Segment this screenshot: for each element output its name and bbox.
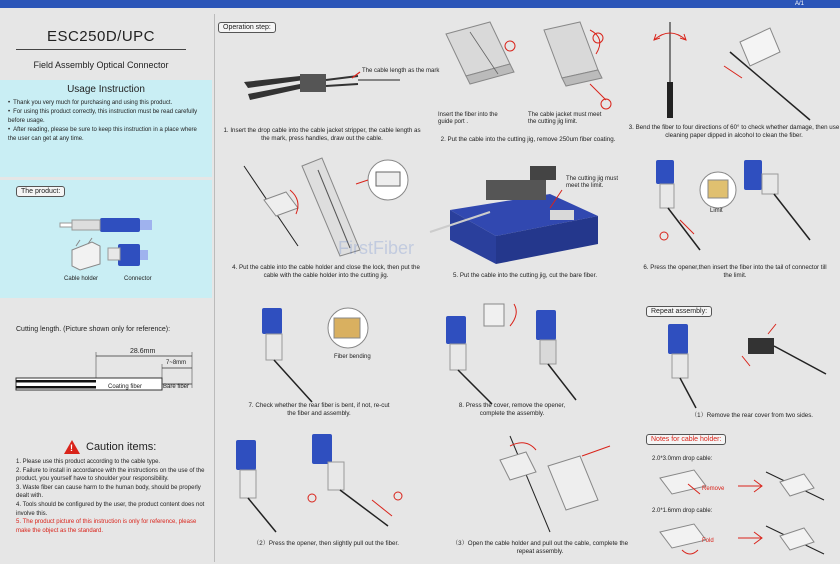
usage-heading: Usage Instruction bbox=[67, 84, 145, 95]
caution-item: 4. Tools should be configured by the user, the product content does not involve this. bbox=[16, 501, 205, 517]
press-opener-illustration bbox=[222, 426, 422, 536]
remove-holder-illustration bbox=[654, 464, 834, 506]
note-cable-16: 2.0*1.6mm drop cable: bbox=[652, 508, 713, 514]
step6-note: Limit bbox=[710, 208, 723, 214]
remove-rear-cover-illustration bbox=[650, 322, 830, 412]
step2-note-a: Insert the fiber into the guide port . bbox=[438, 112, 498, 125]
caution-item-warning: 5. The product picture of this instruction is only for reference, please make the object as the standard. bbox=[16, 519, 197, 534]
repeat-heading: Repeat assembly: bbox=[646, 306, 712, 317]
step2-note-b: The cable jacket must meet the cutting jig limit. bbox=[528, 112, 602, 125]
step8-caption: 8. Press the cover, remove the opener, complete the assembly. bbox=[458, 402, 566, 417]
operation-heading: Operation step: bbox=[218, 22, 276, 33]
press-cover-illustration bbox=[440, 296, 590, 406]
repeat-step2-caption: （2）Press the opener, then slightly pull out the fiber. bbox=[253, 540, 399, 547]
watermark: FirstFiber bbox=[338, 238, 414, 258]
caution-item: 3. Waste fiber can cause harm to the human body, should be properly dealt with. bbox=[16, 484, 201, 500]
top-bar bbox=[0, 0, 840, 8]
usage-item: • After reading, please be sure to keep this instruction in a place where the user can get at any time. bbox=[8, 126, 204, 144]
bend-fiber-illustration bbox=[640, 22, 830, 122]
usage-panel bbox=[0, 80, 212, 177]
cutting-heading: Cutting length. (Picture shown only for reference): bbox=[16, 326, 171, 333]
product-panel bbox=[0, 180, 212, 298]
step4-caption: 4. Put the cable into the cable holder and close the lock, then put the cable with the cable holder into the cutting jig. bbox=[232, 264, 420, 279]
usage-item: • For using this product correctly, this instruction must be read carefully before usage. bbox=[8, 108, 204, 126]
usage-item: • Thank you very much for purchasing and using this product. bbox=[8, 99, 204, 108]
caution-title: Caution items: bbox=[86, 441, 157, 453]
step5-note: The cutting jig must meet the limit. bbox=[566, 176, 619, 189]
column-divider bbox=[214, 14, 215, 562]
cable-holder-label: Cable holder bbox=[64, 276, 99, 282]
caution-list bbox=[16, 458, 212, 535]
coating-fiber-label: Coating fiber bbox=[108, 384, 143, 390]
note-cable-30: 2.0*3.0mm drop cable: bbox=[652, 456, 713, 462]
caution-item: 1. Please use this product according to the cable type. bbox=[16, 459, 161, 465]
step2-caption: 2. Put the cable into the cutting jig, remove 250um fiber coating. bbox=[440, 136, 616, 143]
cutting-jig-illustration bbox=[440, 14, 620, 114]
product-illustration bbox=[0, 180, 212, 298]
fold-holder-illustration bbox=[654, 516, 834, 560]
document-subtitle: Field Assembly Optical Connector bbox=[33, 60, 169, 70]
step1-caption: 1. Insert the drop cable into the cable jacket stripper, the cable length as the mark, press handles, draw out the cable. bbox=[223, 127, 421, 142]
step7-note: Fiber bending bbox=[334, 354, 371, 360]
repeat-step3-caption: （3）Open the cable holder and pull out the cable, complete the repeat assembly. bbox=[451, 540, 629, 555]
step7-caption: 7. Check whether the rear fiber is bent, if not, re-cut the fiber and assembly. bbox=[248, 402, 390, 417]
notes-heading: Notes for cable holder: bbox=[646, 434, 726, 445]
cutting-diagram bbox=[12, 346, 212, 406]
open-cable-holder-illustration bbox=[470, 436, 620, 536]
page-number: A/1 bbox=[794, 1, 804, 7]
fiber-bending-check-illustration bbox=[248, 298, 388, 408]
step6-caption: 6. Press the opener,then insert the fiber into the tail of connector till the limit. bbox=[643, 264, 827, 279]
caution-item: 2. Failure to install in accordance with the instructions on the use of the product, you yourself have to shoulder your responsibility. bbox=[16, 467, 205, 483]
repeat-step1-caption: （1）Remove the rear cover from two sides. bbox=[690, 412, 814, 419]
warning-icon: ! bbox=[64, 440, 80, 454]
connector-label: Connector bbox=[124, 276, 152, 282]
cut-total-length: 28.6mm bbox=[130, 348, 156, 355]
step1-note: The cable length as the mark bbox=[362, 68, 440, 74]
left-column bbox=[0, 8, 214, 564]
cut-bare-length: 7~8mm bbox=[166, 360, 187, 366]
product-heading: The product: bbox=[16, 186, 65, 197]
fold-label: Fold bbox=[702, 538, 714, 544]
bare-fiber-label: Bare fiber bbox=[163, 384, 190, 390]
step5-caption: 5. Put the cable into the cutting jig, cut the bare fiber. bbox=[452, 272, 598, 279]
insert-fiber-illustration bbox=[640, 150, 830, 260]
document-title: ESC250D/UPC bbox=[16, 28, 186, 50]
caution-heading bbox=[64, 440, 156, 454]
step3-caption: 3. Bend the fiber to four directions of 60° to check whether damage, then use cleaning paper dipped in alcohol to clean the fiber. bbox=[628, 124, 840, 139]
remove-label: Remove bbox=[702, 486, 725, 492]
